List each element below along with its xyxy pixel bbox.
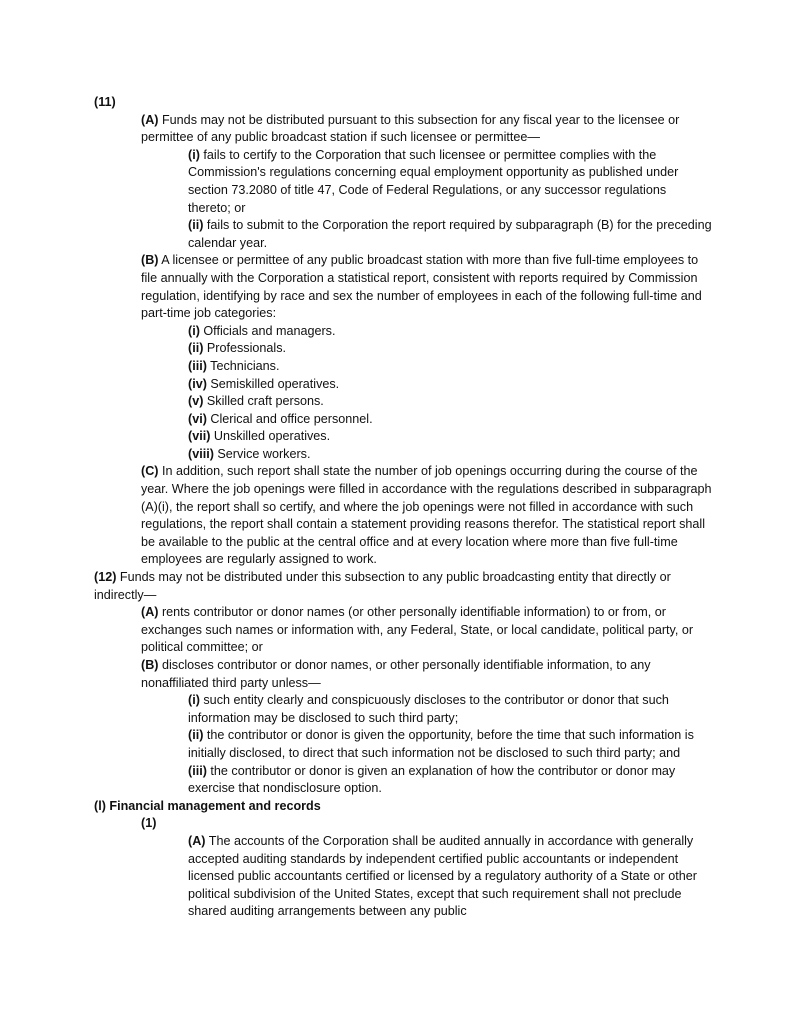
paragraph-label: (iii) bbox=[188, 763, 207, 778]
paragraph-label: (A) bbox=[141, 605, 159, 620]
paragraph-label: (i) bbox=[188, 323, 200, 338]
paragraph-text: Semiskilled operatives. bbox=[206, 376, 340, 391]
paragraph-text: Funds may not be distributed pursuant to this subsection for any fiscal year to the licensee or permittee of any public broadcast station if such licensee or permittee— bbox=[141, 112, 680, 145]
paragraph-text: Officials and managers. bbox=[199, 323, 336, 338]
paragraph bbox=[0, 763, 800, 798]
paragraph-label: (A) bbox=[188, 833, 206, 848]
paragraph bbox=[0, 428, 800, 446]
paragraph bbox=[0, 94, 800, 112]
paragraph bbox=[0, 323, 800, 341]
paragraph bbox=[0, 393, 800, 411]
paragraph-text: fails to certify to the Corporation that such licensee or permittee complies with the Commission's regulations concerning equal employment opportunity as published under section 73.2080 of title 47, Code of Federal Regulations, or any successor regulations thereto; or bbox=[188, 147, 679, 215]
paragraph-label: (ii) bbox=[188, 728, 204, 743]
paragraph-label: (ii) bbox=[188, 341, 204, 356]
paragraph-label: (B) bbox=[141, 658, 159, 672]
paragraph bbox=[0, 411, 800, 429]
paragraph-text: Professionals. bbox=[203, 341, 286, 356]
paragraph-label: (vii) bbox=[188, 429, 211, 444]
paragraph-label: (l) Financial management and records bbox=[94, 798, 321, 813]
paragraph bbox=[0, 604, 800, 657]
paragraph-label: (ii) bbox=[188, 218, 204, 233]
paragraph bbox=[0, 376, 800, 394]
paragraph bbox=[0, 252, 800, 322]
paragraph bbox=[0, 692, 800, 727]
paragraph-label: (A) bbox=[141, 112, 159, 127]
paragraph-label: (v) bbox=[188, 394, 204, 409]
paragraph-label: (B) bbox=[141, 253, 159, 268]
paragraph bbox=[0, 340, 800, 358]
paragraph-text: the contributor or donor is given an explanation of how the contributor or donor may exercise that nondisclosure option. bbox=[188, 763, 676, 796]
paragraph bbox=[0, 463, 800, 569]
paragraph-label: (i) bbox=[188, 147, 200, 162]
paragraph-text: the contributor or donor is given the opportunity, before the time that such information is initially disclosed, to direct that such information not be disclosed to such third party; and bbox=[188, 728, 694, 760]
paragraph bbox=[0, 112, 800, 147]
paragraph-text: Clerical and office personnel. bbox=[206, 411, 373, 426]
paragraph-text: discloses contributor or donor names, or other personally identifiable information, to any nonaffiliated third party unless— bbox=[141, 658, 651, 690]
paragraph bbox=[0, 147, 800, 217]
paragraph bbox=[0, 358, 800, 376]
paragraph-label: (i) bbox=[188, 693, 200, 708]
paragraph-label: (11) bbox=[94, 95, 116, 109]
paragraph bbox=[0, 833, 800, 921]
document-body bbox=[0, 94, 800, 921]
paragraph-text: fails to submit to the Corporation the report required by subparagraph (B) for the preceding calendar year. bbox=[188, 218, 712, 250]
paragraph-text: Skilled craft persons. bbox=[203, 394, 324, 409]
paragraph-text: Unskilled operatives. bbox=[210, 429, 331, 444]
paragraph bbox=[0, 217, 800, 252]
paragraph-label: (12) bbox=[94, 570, 117, 585]
paragraph-text: Funds may not be distributed under this subsection to any public broadcasting entity that directly or indirectly— bbox=[94, 570, 671, 602]
paragraph-label: (viii) bbox=[188, 446, 214, 461]
paragraph bbox=[0, 446, 800, 464]
paragraph-label: (C) bbox=[141, 464, 159, 479]
paragraph-text: such entity clearly and conspicuously discloses to the contributor or donor that such information may be disclosed to such third party; bbox=[188, 693, 669, 725]
paragraph-text: A licensee or permittee of any public broadcast station with more than five full-time employees to file annually with the Corporation a statistical report, consistent with reports required by Commission regulation, identifying by race and sex the number of employees in each of the following full-time and part-time job categories: bbox=[141, 253, 702, 321]
paragraph bbox=[0, 798, 800, 816]
paragraph-text: Technicians. bbox=[206, 358, 280, 373]
paragraph bbox=[0, 569, 800, 604]
paragraph bbox=[0, 657, 800, 692]
paragraph bbox=[0, 727, 800, 762]
paragraph bbox=[0, 815, 800, 833]
paragraph-text: rents contributor or donor names (or other personally identifiable information) to or from, or exchanges such names or information with, any Federal, State, or local candidate, political party, or political committee; or bbox=[141, 605, 694, 655]
paragraph-text: The accounts of the Corporation shall be audited annually in accordance with generally accepted auditing standards by independent certified public accountants or independent licensed public accountants certified or licensed by a regulatory authority of a State or other political subdivision of the United States, except that such requirement shall not preclude shared auditing arrangements between any public bbox=[188, 833, 697, 919]
paragraph-text: In addition, such report shall state the number of job openings occurring during the course of the year. Where the job openings were filled in accordance with the regulations described in subparagraph (A)(i), the report shall so certify, and where the job openings were not filled in accordance with such regulations, the report shall contain a statement providing reasons therefor. The statistical report shall be available to the public at the central office and at every location where more than five full-time employees are regularly assigned to work. bbox=[141, 464, 712, 567]
paragraph-label: (vi) bbox=[188, 411, 207, 426]
paragraph-label: (iii) bbox=[188, 358, 207, 373]
paragraph-label: (iv) bbox=[188, 376, 207, 391]
paragraph-label: (1) bbox=[141, 816, 157, 831]
paragraph-text: Service workers. bbox=[213, 446, 311, 461]
